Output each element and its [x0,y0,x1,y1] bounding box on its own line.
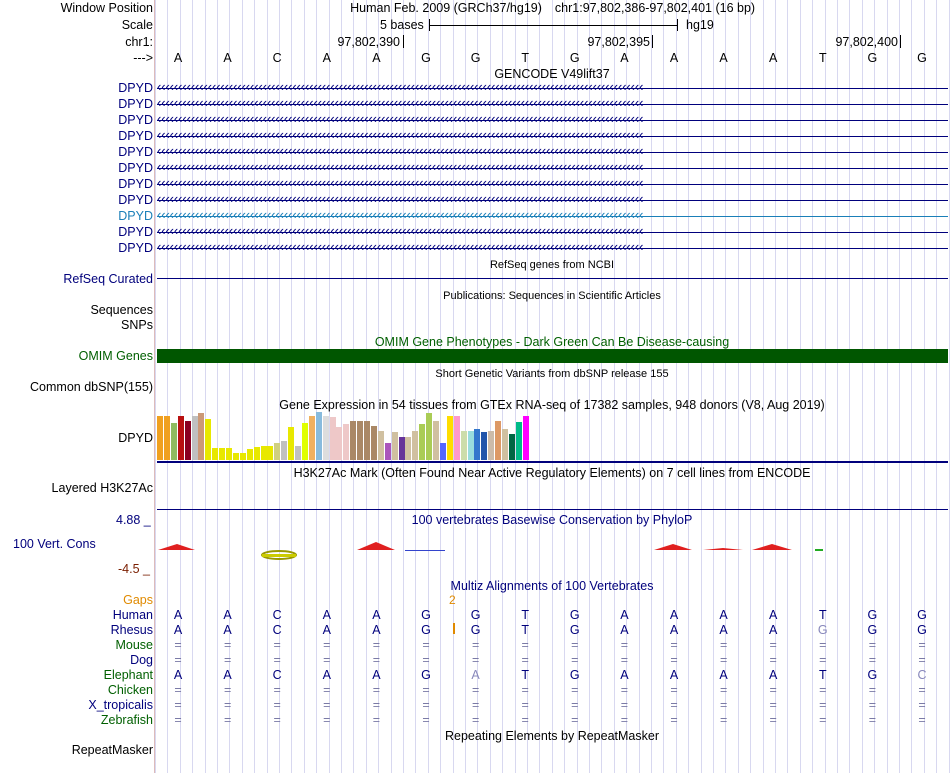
gtex-bar[interactable] [516,422,522,460]
gencode-transcript-label[interactable]: DPYD [118,209,153,223]
alignment-cell: G [569,668,580,682]
gridline [155,0,156,773]
alignment-cell: = [868,683,877,697]
alignment-cell: = [323,683,331,697]
alignment-cell: C [272,608,282,622]
h3k27ac-baseline [157,509,948,510]
alignment-cell: G [867,668,878,682]
gtex-bar[interactable] [302,423,308,460]
gtex-bar[interactable] [219,448,225,460]
gtex-bar[interactable] [495,421,501,460]
alignment-cell: = [719,713,728,727]
alignment-cell: A [322,668,331,682]
phylop-label[interactable]: 100 Vert. Cons [13,537,96,551]
alignment-cell: = [422,638,430,652]
gtex-bar[interactable] [488,431,494,460]
alignment-cell: T [521,608,529,622]
alignment-cell: = [372,698,381,712]
gtex-bar[interactable] [330,417,336,460]
gtex-bar[interactable] [288,427,294,460]
gtex-label[interactable]: DPYD [118,431,153,445]
alignment-cell: = [471,638,480,652]
gtex-bar[interactable] [274,443,280,460]
alignment-cell: = [471,683,480,697]
gencode-transcript-label[interactable]: DPYD [118,145,153,159]
alignment-cell: = [769,638,777,652]
scale-label: Scale [121,18,153,32]
window-position-label: Window Position [60,1,153,15]
alignment-cell: = [223,698,232,712]
alignment-cell: A [719,623,728,637]
gtex-bar[interactable] [281,441,287,460]
alignment-cell: = [323,638,331,652]
omim-track-title: OMIM Gene Phenotypes - Dark Green Can Be Disease-causing [374,335,730,349]
gencode-transcript-intron[interactable] [157,81,948,95]
alignment-cell: G [470,623,481,637]
gtex-expression-bars[interactable] [157,412,537,460]
strand-chevrons: ‹‹‹‹‹‹‹‹‹‹‹‹‹‹‹‹‹‹‹‹‹‹‹‹‹‹‹‹‹‹‹‹‹‹‹‹‹‹‹‹‹‹‹‹‹‹‹‹‹‹‹‹‹‹‹‹‹‹‹‹‹‹‹‹‹‹‹‹‹‹‹‹‹‹‹‹‹‹‹‹‹‹‹‹‹‹‹‹‹‹‹‹‹‹‹‹‹‹‹‹‹‹‹‹‹‹‹‹‹‹‹‹‹‹‹ [157,161,644,174]
species-label[interactable]: Dog [130,653,153,667]
alignment-cell: G [421,668,431,682]
gencode-transcript-label[interactable]: DPYD [118,81,153,95]
alignment-cell: = [719,698,728,712]
alignment-cell: A [620,623,629,637]
alignment-cell: = [571,713,579,727]
alignment-cell: = [223,683,232,697]
gtex-bar[interactable] [226,448,232,460]
alignment-cell: = [521,713,529,727]
alignment-cell: = [918,698,926,712]
gtex-bar[interactable] [454,416,460,460]
alignment-cell: G [569,623,580,637]
alignment-cell: = [670,653,678,667]
publications-label-snps[interactable]: SNPs [121,318,153,332]
gencode-transcript-intron[interactable] [157,177,948,191]
gencode-transcript-label[interactable]: DPYD [118,225,153,239]
alignment-cell: A [769,608,778,622]
alignment-cell: = [819,653,827,667]
alignment-cell: = [223,638,232,652]
gencode-track-title: GENCODE V49lift37 [494,67,610,81]
gtex-bar[interactable] [447,416,453,460]
base-letter: A [173,51,183,65]
gtex-baseline [157,461,948,463]
repeatmasker-label[interactable]: RepeatMasker [71,743,153,757]
alignment-cell: = [422,713,430,727]
alignment-cell: = [670,638,678,652]
ruler-tick-label: 97,802,395 [587,35,650,49]
strand-chevrons: ‹‹‹‹‹‹‹‹‹‹‹‹‹‹‹‹‹‹‹‹‹‹‹‹‹‹‹‹‹‹‹‹‹‹‹‹‹‹‹‹‹‹‹‹‹‹‹‹‹‹‹‹‹‹‹‹‹‹‹‹‹‹‹‹‹‹‹‹‹‹‹‹‹‹‹‹‹‹‹‹‹‹‹‹‹‹‹‹‹‹‹‹‹‹‹‹‹‹‹‹‹‹‹‹‹‹‹‹‹‹‹‹‹‹‹ [157,97,644,110]
alignment-cell: = [372,713,381,727]
gtex-track-title: Gene Expression in 54 tissues from GTEx RNA-seq of 17382 samples, 948 donors (V8, Aug 2019) [279,398,825,412]
alignment-cell: A [669,608,679,622]
alignment-cell: = [174,698,182,712]
alignment-cell: = [918,638,926,652]
alignment-cell: = [323,653,331,667]
strand-chevrons: ‹‹‹‹‹‹‹‹‹‹‹‹‹‹‹‹‹‹‹‹‹‹‹‹‹‹‹‹‹‹‹‹‹‹‹‹‹‹‹‹‹‹‹‹‹‹‹‹‹‹‹‹‹‹‹‹‹‹‹‹‹‹‹‹‹‹‹‹‹‹‹‹‹‹‹‹‹‹‹‹‹‹‹‹‹‹‹‹‹‹‹‹‹‹‹‹‹‹‹‹‹‹‹‹‹‹‹‹‹‹‹‹‹‹‹ [157,177,644,190]
gencode-transcript-intron[interactable] [157,129,948,143]
strand-chevrons: ‹‹‹‹‹‹‹‹‹‹‹‹‹‹‹‹‹‹‹‹‹‹‹‹‹‹‹‹‹‹‹‹‹‹‹‹‹‹‹‹‹‹‹‹‹‹‹‹‹‹‹‹‹‹‹‹‹‹‹‹‹‹‹‹‹‹‹‹‹‹‹‹‹‹‹‹‹‹‹‹‹‹‹‹‹‹‹‹‹‹‹‹‹‹‹‹‹‹‹‹‹‹‹‹‹‹‹‹‹‹‹‹‹‹‹ [157,81,644,94]
alignment-cell: = [471,653,480,667]
strand-chevrons: ‹‹‹‹‹‹‹‹‹‹‹‹‹‹‹‹‹‹‹‹‹‹‹‹‹‹‹‹‹‹‹‹‹‹‹‹‹‹‹‹‹‹‹‹‹‹‹‹‹‹‹‹‹‹‹‹‹‹‹‹‹‹‹‹‹‹‹‹‹‹‹‹‹‹‹‹‹‹‹‹‹‹‹‹‹‹‹‹‹‹‹‹‹‹‹‹‹‹‹‹‹‹‹‹‹‹‹‹‹‹‹‹‹‹‹ [157,129,644,142]
gtex-bar[interactable] [468,431,474,460]
base-letter: G [569,51,580,65]
gtex-bar[interactable] [440,443,446,460]
alignment-cell: A [223,608,232,622]
alignment-cell: = [422,653,430,667]
gtex-bar[interactable] [343,424,349,460]
alignment-cell: = [719,653,728,667]
alignment-cell: G [569,608,580,622]
gencode-transcript-label[interactable]: DPYD [118,161,153,175]
gtex-bar[interactable] [309,416,315,460]
alignment-cell: = [323,698,331,712]
alignment-cell: C [272,668,282,682]
alignment-cell: = [868,713,877,727]
strand-chevrons: ‹‹‹‹‹‹‹‹‹‹‹‹‹‹‹‹‹‹‹‹‹‹‹‹‹‹‹‹‹‹‹‹‹‹‹‹‹‹‹‹‹‹‹‹‹‹‹‹‹‹‹‹‹‹‹‹‹‹‹‹‹‹‹‹‹‹‹‹‹‹‹‹‹‹‹‹‹‹‹‹‹‹‹‹‹‹‹‹‹‹‹‹‹‹‹‹‹‹‹‹‹‹‹‹‹‹‹‹‹‹‹‹‹‹‹ [157,209,644,222]
gtex-bar[interactable] [336,427,342,460]
gtex-bar[interactable] [247,449,253,460]
base-letter: G [470,51,481,65]
alignment-cell: A [223,668,232,682]
alignment-cell: G [917,608,927,622]
alignment-cell: = [769,698,777,712]
alignment-cell: = [819,698,827,712]
alignment-cell: = [769,653,777,667]
alignment-cell: = [819,638,827,652]
alignment-cell: = [521,698,529,712]
alignment-cell: T [818,608,827,622]
alignment-cell: A [223,623,232,637]
gtex-bar[interactable] [316,412,322,460]
alignment-cell: G [421,608,431,622]
alignment-cell: = [471,698,480,712]
gtex-bar[interactable] [157,416,163,460]
dbsnp-track-title: Short Genetic Variants from dbSNP release 155 [435,368,669,380]
alignment-cell: A [719,608,728,622]
alignment-cell: = [918,713,926,727]
gtex-bar[interactable] [509,434,515,460]
base-letter: C [272,51,282,65]
gencode-transcript-intron[interactable] [157,209,948,223]
strand-chevrons: ‹‹‹‹‹‹‹‹‹‹‹‹‹‹‹‹‹‹‹‹‹‹‹‹‹‹‹‹‹‹‹‹‹‹‹‹‹‹‹‹‹‹‹‹‹‹‹‹‹‹‹‹‹‹‹‹‹‹‹‹‹‹‹‹‹‹‹‹‹‹‹‹‹‹‹‹‹‹‹‹‹‹‹‹‹‹‹‹‹‹‹‹‹‹‹‹‹‹‹‹‹‹‹‹‹‹‹‹‹‹‹‹‹‹‹ [157,145,644,158]
assembly-name: Human Feb. 2009 (GRCh37/hg19) [350,1,542,15]
label-column-divider [154,0,155,773]
alignment-cell: = [719,638,728,652]
alignment-cell: = [918,653,926,667]
alignment-cell: A [471,668,480,682]
gtex-bar[interactable] [461,431,467,460]
base-letter: T [521,51,529,65]
alignment-cell: = [670,713,678,727]
strand-chevrons: ‹‹‹‹‹‹‹‹‹‹‹‹‹‹‹‹‹‹‹‹‹‹‹‹‹‹‹‹‹‹‹‹‹‹‹‹‹‹‹‹‹‹‹‹‹‹‹‹‹‹‹‹‹‹‹‹‹‹‹‹‹‹‹‹‹‹‹‹‹‹‹‹‹‹‹‹‹‹‹‹‹‹‹‹‹‹‹‹‹‹‹‹‹‹‹‹‹‹‹‹‹‹‹‹‹‹‹‹‹‹‹‹‹‹‹ [157,225,644,238]
alignment-cell: = [174,713,182,727]
gencode-transcript-intron[interactable] [157,113,948,127]
gtex-bar[interactable] [412,431,418,460]
alignment-cell: = [372,653,381,667]
gtex-bar[interactable] [357,421,363,460]
alignment-cell: = [273,698,281,712]
base-letter: A [769,51,778,65]
ruler-tick-label: 97,802,390 [337,35,400,49]
alignment-cell: = [571,683,579,697]
base-letter: A [719,51,728,65]
alignment-cell: = [819,713,827,727]
alignment-cell: = [372,638,381,652]
alignment-cell: A [719,668,728,682]
phylop-track-title: 100 vertebrates Basewise Conservation by PhyloP [411,513,693,527]
alignment-cell: = [273,683,281,697]
gtex-bar[interactable] [205,419,211,460]
gencode-transcript-label[interactable]: DPYD [118,241,153,255]
gtex-bar[interactable] [392,432,398,460]
alignment-cell: = [571,698,579,712]
alignment-cell: = [769,713,777,727]
gencode-transcript-label[interactable]: DPYD [118,97,153,111]
refseq-label[interactable]: RefSeq Curated [63,272,153,286]
alignment-cell: A [372,668,381,682]
alignment-cell: = [174,683,182,697]
species-label[interactable]: Zebrafish [100,713,153,727]
alignment-cell: A [173,623,183,637]
gtex-bar[interactable] [364,421,370,460]
gtex-bar[interactable] [385,443,391,460]
alignment-cell: A [173,668,183,682]
alignment-cell: = [620,653,629,667]
gtex-bar[interactable] [399,437,405,460]
alignment-cell: C [272,623,282,637]
multiz-track-title: Multiz Alignments of 100 Vertebrates [450,579,654,593]
species-label[interactable]: Mouse [115,638,153,652]
gtex-bar[interactable] [233,453,239,460]
gencode-transcript-intron[interactable] [157,193,948,207]
chrom-label: chr1: [125,35,153,49]
alignment-cell: A [669,623,679,637]
strand-label: ---> [133,51,153,65]
base-letter: T [818,51,827,65]
species-label[interactable]: Rhesus [110,623,153,637]
alignment-cell: = [174,638,182,652]
alignment-cell: G [421,623,431,637]
alignment-cell: C [917,668,927,682]
phylop-signal[interactable] [155,538,950,568]
alignment-cell: = [620,638,629,652]
alignment-cell: = [620,713,629,727]
gtex-bar[interactable] [178,416,184,460]
alignment-cell: = [372,683,381,697]
gtex-bar[interactable] [378,431,384,460]
multiz-gap-count: 2 [449,593,456,607]
publications-label-sequences[interactable]: Sequences [90,303,153,317]
alignment-cell: = [719,683,728,697]
gencode-transcript-intron[interactable] [157,145,948,159]
alignment-cell: A [372,623,381,637]
gtex-bar[interactable] [192,416,198,460]
alignment-cell: = [273,638,281,652]
alignment-cell: = [323,713,331,727]
ruler-tick [900,35,901,48]
gtex-bar[interactable] [171,423,177,460]
alignment-cell: = [918,683,926,697]
gtex-bar[interactable] [261,446,267,460]
scale-bar [429,18,678,32]
alignment-cell: = [670,683,678,697]
alignment-cell: A [769,668,778,682]
alignment-cell: G [867,608,878,622]
alignment-cell: A [372,608,381,622]
gencode-transcript-intron[interactable] [157,225,948,239]
phylop-min-label: -4.5 _ [118,562,150,576]
species-label[interactable]: X_tropicalis [88,698,153,712]
ruler-tick-label: 97,802,400 [835,35,898,49]
gencode-transcript-label[interactable]: DPYD [118,129,153,143]
species-label[interactable]: Elephant [103,668,153,682]
gencode-transcript-intron[interactable] [157,161,948,175]
strand-chevrons: ‹‹‹‹‹‹‹‹‹‹‹‹‹‹‹‹‹‹‹‹‹‹‹‹‹‹‹‹‹‹‹‹‹‹‹‹‹‹‹‹‹‹‹‹‹‹‹‹‹‹‹‹‹‹‹‹‹‹‹‹‹‹‹‹‹‹‹‹‹‹‹‹‹‹‹‹‹‹‹‹‹‹‹‹‹‹‹‹‹‹‹‹‹‹‹‹‹‹‹‹‹‹‹‹‹‹‹‹‹‹‹‹‹‹‹ [157,193,644,206]
alignment-cell: A [669,668,679,682]
phylop-max-label: 4.88 _ [116,513,151,527]
h3k27ac-track-title: H3K27Ac Mark (Often Found Near Active Regulatory Elements) on 7 cell lines from ENCODE [293,466,811,480]
alignment-cell: T [521,668,529,682]
alignment-cell: = [422,698,430,712]
alignment-cell: = [521,638,529,652]
species-label[interactable]: Human [112,608,153,622]
alignment-cell: = [868,638,877,652]
gencode-transcript-intron[interactable] [157,97,948,111]
base-letter: G [421,51,431,65]
alignment-cell: A [322,608,331,622]
alignment-cell: G [867,623,878,637]
alignment-cell: = [174,653,182,667]
gtex-bar[interactable] [474,429,480,460]
alignment-cell: G [917,623,927,637]
multiz-gap-marker [453,623,455,634]
alignment-cell: = [620,683,629,697]
strand-chevrons: ‹‹‹‹‹‹‹‹‹‹‹‹‹‹‹‹‹‹‹‹‹‹‹‹‹‹‹‹‹‹‹‹‹‹‹‹‹‹‹‹‹‹‹‹‹‹‹‹‹‹‹‹‹‹‹‹‹‹‹‹‹‹‹‹‹‹‹‹‹‹‹‹‹‹‹‹‹‹‹‹‹‹‹‹‹‹‹‹‹‹‹‹‹‹‹‹‹‹‹‹‹‹‹‹‹‹‹‹‹‹‹‹‹‹‹ [157,113,644,126]
gencode-transcript-label[interactable]: DPYD [118,177,153,191]
alignment-cell: = [471,713,480,727]
alignment-cell: G [817,623,828,637]
alignment-cell: = [521,683,529,697]
gtex-bar[interactable] [164,416,170,460]
alignment-cell: = [819,683,827,697]
gtex-bar[interactable] [523,416,529,460]
alignment-cell: T [818,668,827,682]
publications-track-title: Publications: Sequences in Scientific Articles [443,290,661,302]
alignment-cell: = [273,653,281,667]
gtex-bar[interactable] [295,446,301,460]
alignment-cell: = [422,683,430,697]
base-letter: G [867,51,878,65]
alignment-cell: A [620,608,629,622]
alignment-cell: A [322,623,331,637]
scale-db: hg19 [686,18,714,32]
ruler-tick [403,35,404,48]
base-letter: A [322,51,331,65]
alignment-cell: = [571,653,579,667]
gtex-bar[interactable] [212,448,218,460]
alignment-cell: G [470,608,481,622]
alignment-cell: A [620,668,629,682]
alignment-cell: T [521,623,529,637]
omim-label[interactable]: OMIM Genes [78,349,153,363]
gtex-bar[interactable] [426,413,432,460]
gtex-bar[interactable] [419,424,425,460]
scale-text: 5 bases [380,18,424,32]
gtex-bar[interactable] [323,416,329,460]
gtex-bar[interactable] [240,453,246,460]
gtex-bar[interactable] [371,426,377,460]
gtex-bar[interactable] [481,432,487,460]
window-position-value: chr1:97,802,386-97,802,401 (16 bp) [554,1,756,15]
alignment-cell: = [223,653,232,667]
omim-phenotype-bar[interactable] [157,349,948,363]
gencode-transcript-label[interactable]: DPYD [118,193,153,207]
gtex-bar[interactable] [405,437,411,460]
alignment-cell: A [173,608,183,622]
alignment-cell: = [273,713,281,727]
gencode-transcript-label[interactable]: DPYD [118,113,153,127]
multiz-gaps-label: Gaps [123,593,153,607]
gtex-bar[interactable] [254,447,260,460]
alignment-cell: = [223,713,232,727]
strand-chevrons: ‹‹‹‹‹‹‹‹‹‹‹‹‹‹‹‹‹‹‹‹‹‹‹‹‹‹‹‹‹‹‹‹‹‹‹‹‹‹‹‹‹‹‹‹‹‹‹‹‹‹‹‹‹‹‹‹‹‹‹‹‹‹‹‹‹‹‹‹‹‹‹‹‹‹‹‹‹‹‹‹‹‹‹‹‹‹‹‹‹‹‹‹‹‹‹‹‹‹‹‹‹‹‹‹‹‹‹‹‹‹‹‹‹‹‹ [157,241,644,254]
gtex-bar[interactable] [185,421,191,460]
alignment-cell: = [868,698,877,712]
alignment-cell: A [769,623,778,637]
alignment-cell: = [521,653,529,667]
repeatmasker-track-title: Repeating Elements by RepeatMasker [444,729,660,743]
alignment-cell: = [571,638,579,652]
base-letter: A [620,51,629,65]
gtex-bar[interactable] [198,413,204,460]
gtex-bar[interactable] [267,446,273,460]
gencode-transcript-intron[interactable] [157,241,948,255]
base-letter: A [372,51,381,65]
refseq-track-title: RefSeq genes from NCBI [489,259,615,271]
alignment-cell: = [868,653,877,667]
base-letter: G [917,51,927,65]
h3k27ac-label[interactable]: Layered H3K27Ac [51,481,153,495]
species-label[interactable]: Chicken [107,683,153,697]
alignment-cell: = [670,698,678,712]
dbsnp-label[interactable]: Common dbSNP(155) [30,380,153,394]
alignment-cell: = [620,698,629,712]
refseq-gene-line[interactable] [157,278,948,279]
gtex-bar[interactable] [433,421,439,460]
gtex-bar[interactable] [502,429,508,460]
base-letter: A [669,51,679,65]
ruler-tick [652,35,653,48]
alignment-cell: = [769,683,777,697]
base-letter: A [223,51,232,65]
gtex-bar[interactable] [350,421,356,460]
